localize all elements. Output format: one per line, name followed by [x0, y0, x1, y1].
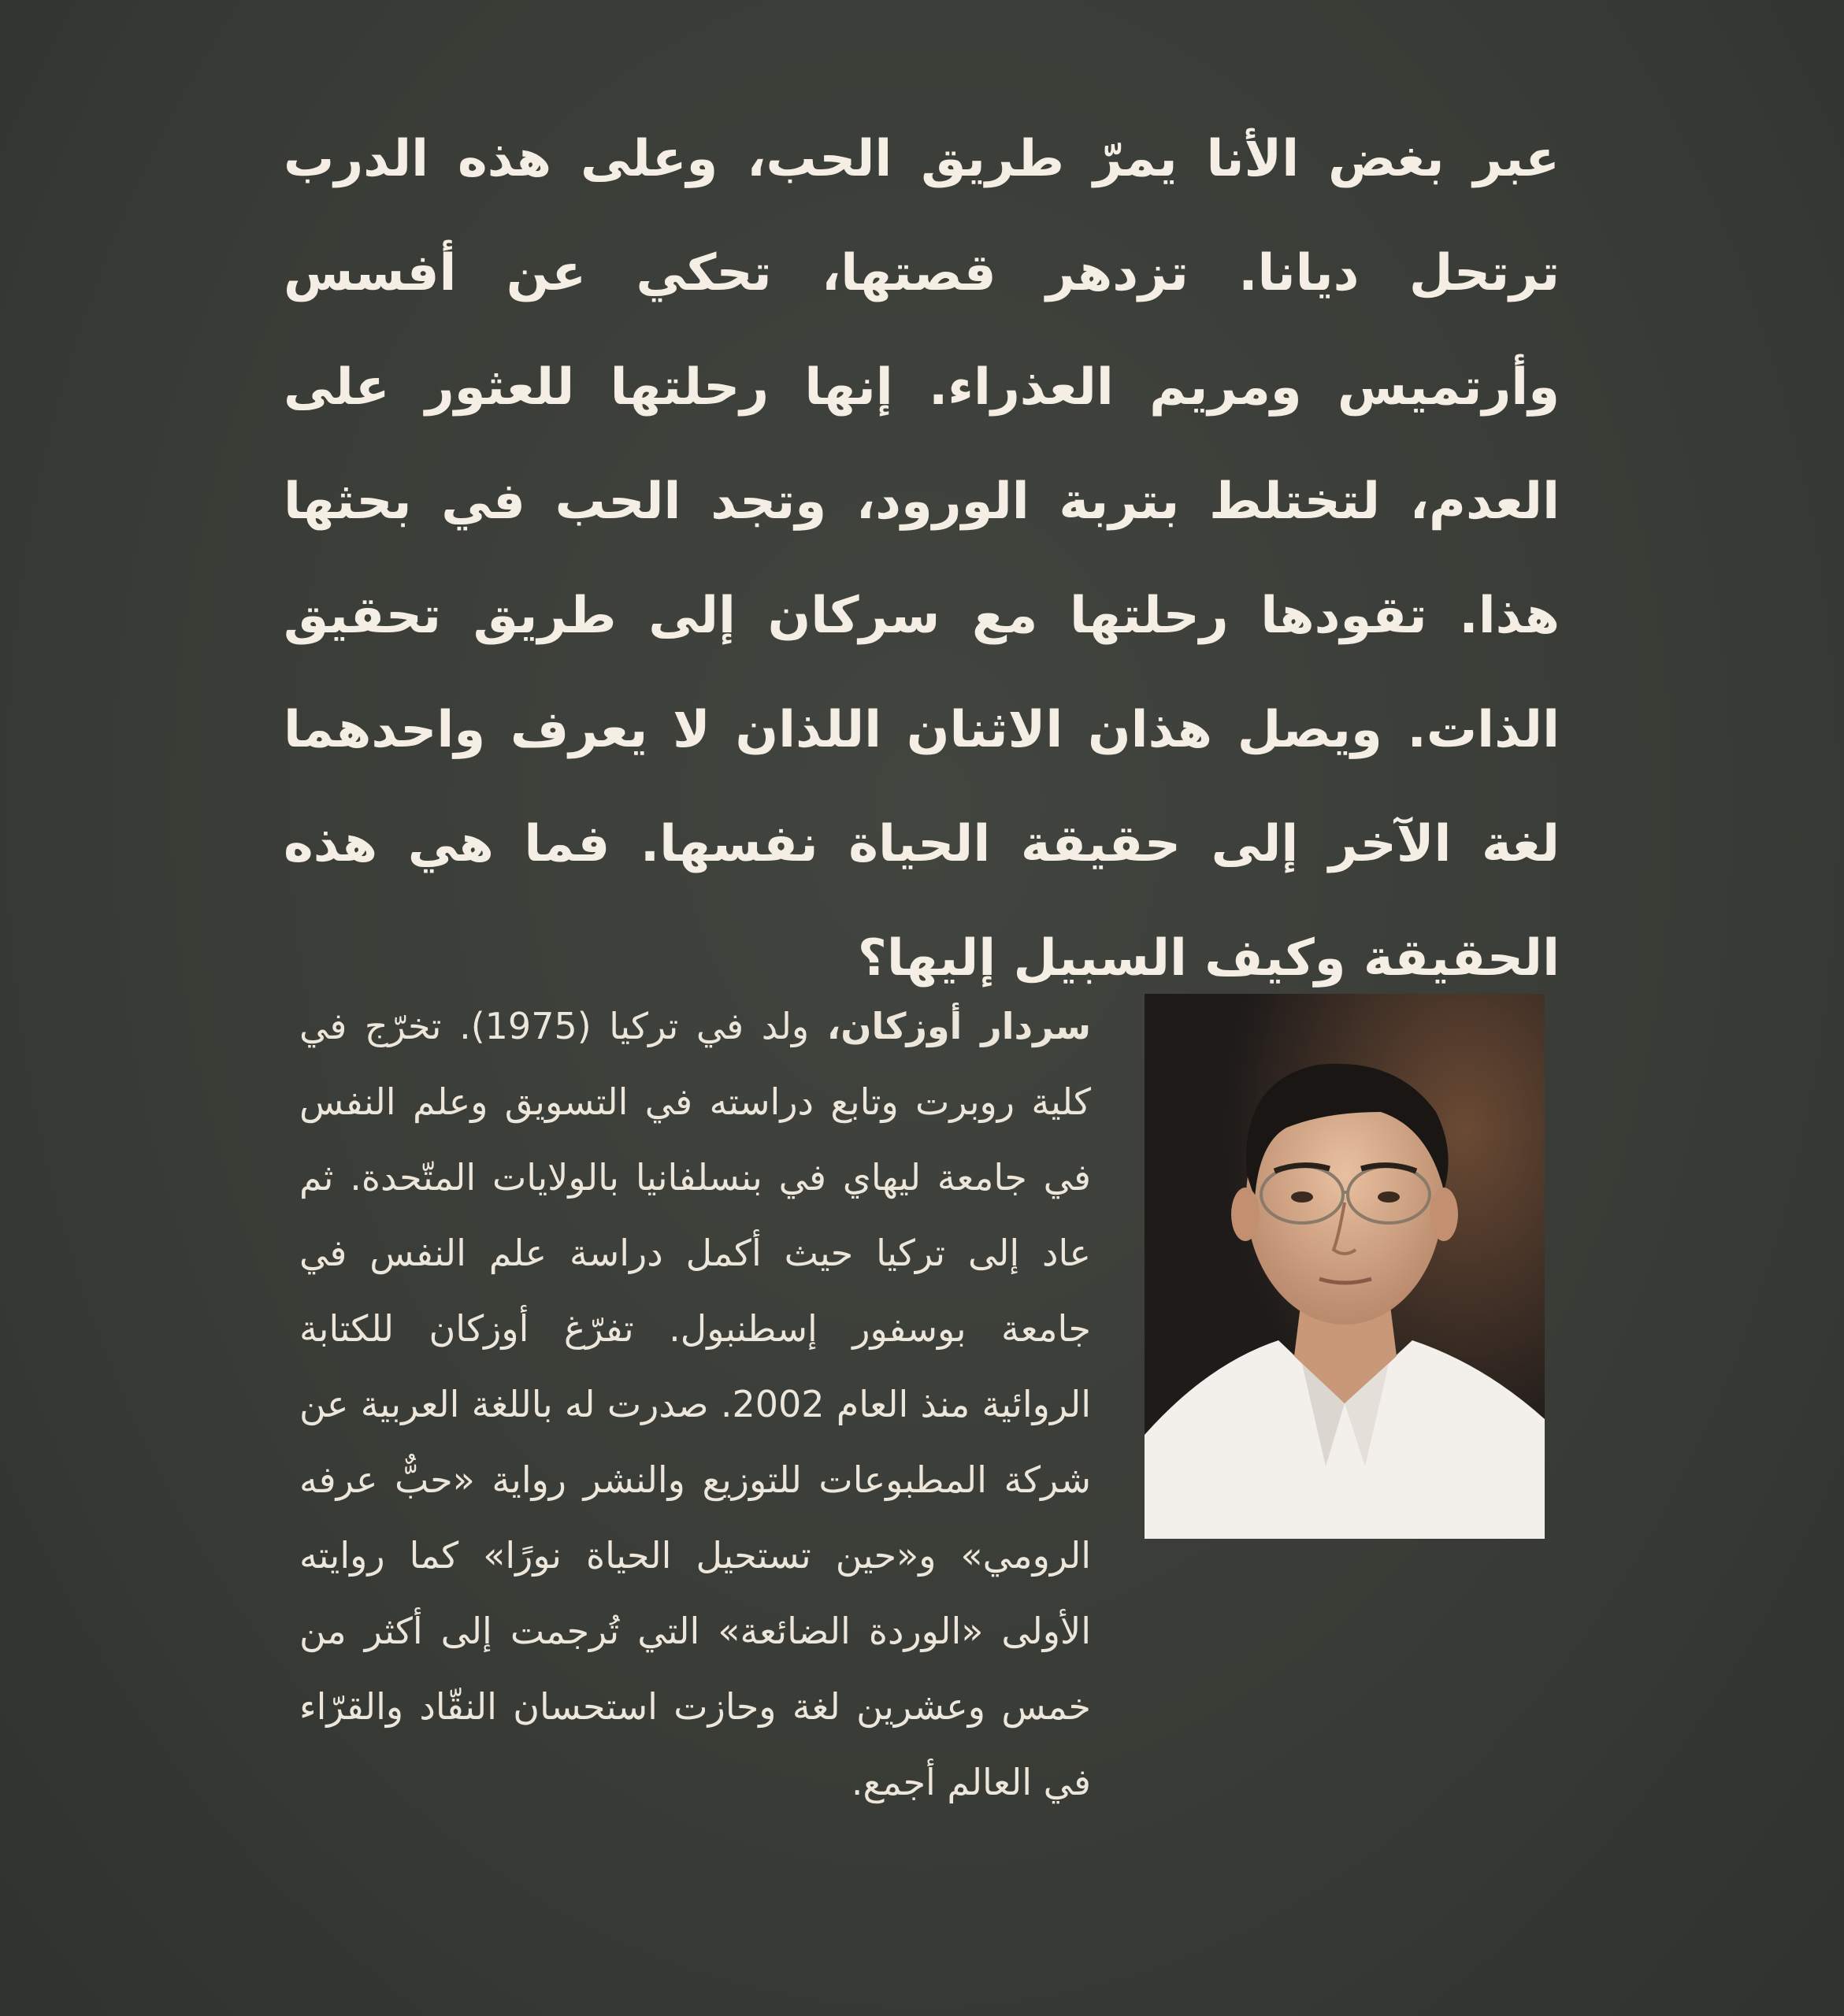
author-photo	[1145, 994, 1545, 1539]
author-bio-text: ولد في تركيا (1975). تخرّج في كلية روبرت وتابع دراسته في التسويق وعلم النفس في جامعة ليهاي في بنسلفانيا بالولايات المتّحدة. ثم عاد إلى تركيا حيث أكمل دراسة علم النفس في جامعة بوسفور إسطنبول. تفرّغ أوزكان للكتابة الروائية منذ العام 2002. صدرت له باللغة العربية عن شركة المطبوعات للتوزيع والنشر رواية «حبٌّ عرفه الرومي» و«حين تستحيل الحياة نورًا» كما روايته الأولى «الوردة الضائعة» التي تُرجمت إلى أكثر من خمس وعشرين لغة وحازت استحسان النقّاد والقرّاء في العالم أجمع.	[299, 1005, 1091, 1803]
author-name: سردار أوزكان،	[826, 1005, 1092, 1047]
author-bio	[299, 988, 1091, 1820]
book-blurb: عبر بغض الأنا يمرّ طريق الحب، وعلى هذه الدرب ترتحل ديانا. تزدهر قصتها، تحكي عن أفسس وأرتميس ومريم العذراء. إنها رحلتها للعثور على العدم، لتختلط بتربة الورود، وتجد الحب في بحثها هذا. تقودها رحلتها مع سركان إلى طريق تحقيق الذات. ويصل هذان الاثنان اللذان لا يعرف واحدهما لغة الآخر إلى حقيقة الحياة نفسها. فما هي هذه الحقيقة وكيف السبيل إليها؟	[284, 130, 1560, 988]
author-portrait-image	[1145, 994, 1545, 1539]
